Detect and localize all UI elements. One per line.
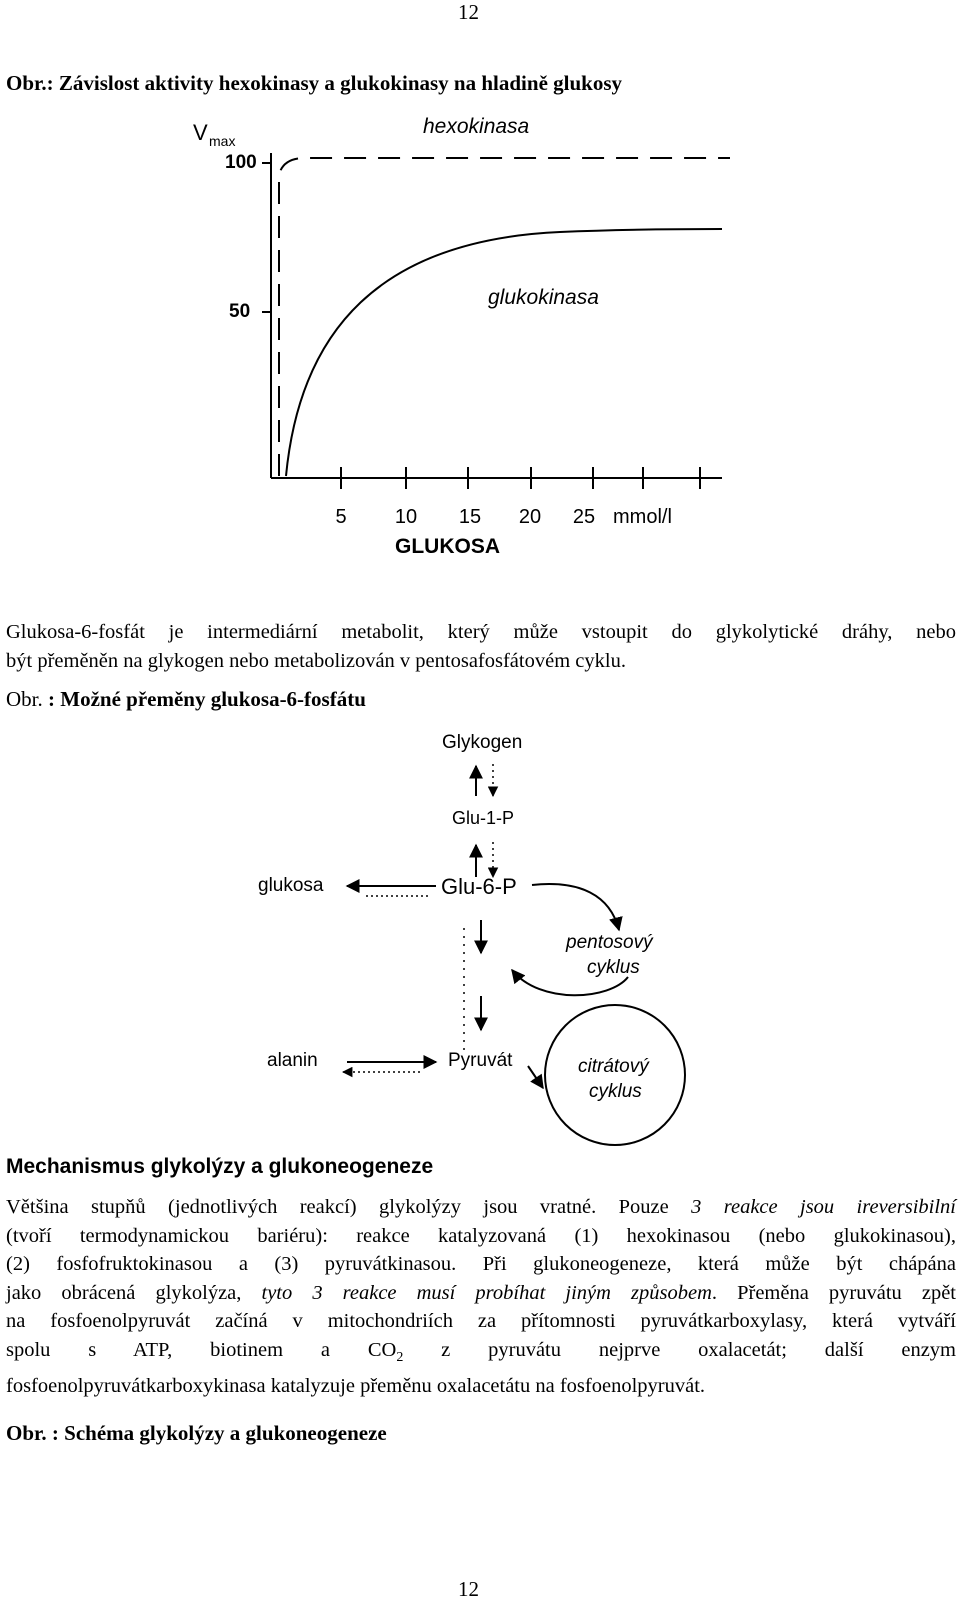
paragraph-2-line-4 — [6, 1279, 956, 1308]
arrow-pyruvate-to-citrate — [528, 1066, 543, 1088]
section-heading: Mechanismus glykolýzy a glukoneogeneze — [6, 1155, 434, 1178]
hexokinase-label: hexokinasa — [423, 115, 530, 138]
x-tick-label-15: 15 — [458, 506, 482, 528]
paragraph-2-line-6-b: z pyruvátu nejprve oxalacetát; další enzym — [403, 1338, 957, 1361]
paragraph-2-line-6 — [6, 1336, 956, 1373]
glucokinase-label: glukokinasa — [488, 286, 599, 309]
page-number-top: 12 — [458, 0, 479, 24]
figure2-title: : Možné přeměny glukosa-6-fosfátu — [42, 687, 366, 711]
paragraph-2-line-1 — [6, 1193, 956, 1222]
x-tick-label-20: 20 — [518, 506, 542, 528]
node-glu1p: Glu-1-P — [452, 808, 515, 828]
x-axis-label: GLUKOSA — [395, 535, 500, 558]
node-citrate-line-2: cyklus — [589, 1081, 642, 1102]
paragraph-2 — [6, 1193, 956, 1401]
paragraph-1-line-1: Glukosa-6-fosfát je intermediární metabolit, který může vstoupit do glykolytické dráhy, nebo — [6, 621, 956, 643]
node-glu6p: Glu-6-P — [441, 874, 517, 899]
paragraph-2-line-4-b: tyto 3 reakce musí probíhat jiným způsobem — [261, 1281, 712, 1304]
node-citrate-line-1: citrátový — [578, 1056, 649, 1077]
figure3-caption: Obr. : Schéma glykolýzy a glukoneogeneze — [6, 1421, 387, 1445]
paragraph-2-line-5: na fosfoenolpyruvát začíná v mitochondriích za přítomnosti pyruvátkarboxylasy, která vytváří — [6, 1310, 956, 1332]
paragraph-2-line-6-sub: 2 — [396, 1349, 404, 1365]
paragraph-2-line-1-b: 3 reakce jsou ireversibilní — [691, 1196, 957, 1218]
figure2-caption — [6, 687, 366, 712]
node-glucose: glukosa — [258, 875, 324, 896]
x-tick-label-10: 10 — [394, 506, 418, 528]
x-tick-label-25: 25 — [572, 506, 596, 528]
y-tick-label-100: 100 — [225, 152, 257, 173]
y-tick-label-50: 50 — [229, 301, 251, 322]
node-glycogen: Glykogen — [442, 732, 523, 753]
node-pentose-line-2: cyklus — [587, 957, 640, 978]
figure2-prefix: Obr. — [6, 687, 43, 711]
y-axis-label: V — [193, 120, 208, 145]
figure1-caption — [6, 71, 622, 96]
page-number-bottom: 12 — [458, 1577, 479, 1601]
paragraph-2-line-6-a: spolu s ATP, biotinem a CO — [6, 1338, 397, 1361]
paragraph-2-line-3: (2) fosfofruktokinasou a (3) pyruvátkinasou. Při glukoneogeneze, která může být chápána — [6, 1253, 956, 1275]
x-tick-label-5: 5 — [335, 506, 347, 528]
paragraph-1-line-2: být přeměněn na glykogen nebo metabolizován v pentosafosfátovém cyklu. — [6, 649, 626, 672]
y-axis-label-sub: max — [209, 133, 236, 149]
glucose-6-phosphate-diagram — [0, 720, 960, 1150]
paragraph-2-line-2: (tvoří termodynamickou bariéru): reakce katalyzovaná (1) hexokinasou (nebo glukokinasou), — [6, 1224, 956, 1247]
node-alanine: alanin — [267, 1050, 318, 1071]
paragraph-1 — [6, 618, 956, 675]
paragraph-2-line-1-a: Většina stupňů (jednotlivých reakcí) glykolýzy jsou vratné. Pouze — [6, 1196, 692, 1218]
paragraph-2-line-4-a: jako obrácená glykolýza, — [6, 1281, 262, 1304]
x-axis-unit: mmol/l — [613, 506, 672, 528]
paragraph-2-line-7: fosfoenolpyruvátkarboxykinasa katalyzuje přeměnu oxalacetátu na fosfoenolpyruvát. — [6, 1375, 706, 1398]
figure1-title: : Závislost aktivity hexokinasy a glukokinasy na hladině glukosy — [46, 71, 623, 95]
node-pentose-line-1: pentosový — [566, 932, 653, 953]
enzyme-activity-diagram — [0, 100, 960, 570]
paragraph-2-line-4-c: . Přeměna pyruvátu zpět — [711, 1281, 957, 1304]
figure1-prefix: Obr. — [6, 71, 47, 95]
glucokinase-curve — [286, 229, 722, 476]
arrow-glu6p-to-pentose — [532, 884, 619, 930]
node-pyruvate: Pyruvát — [448, 1050, 513, 1071]
